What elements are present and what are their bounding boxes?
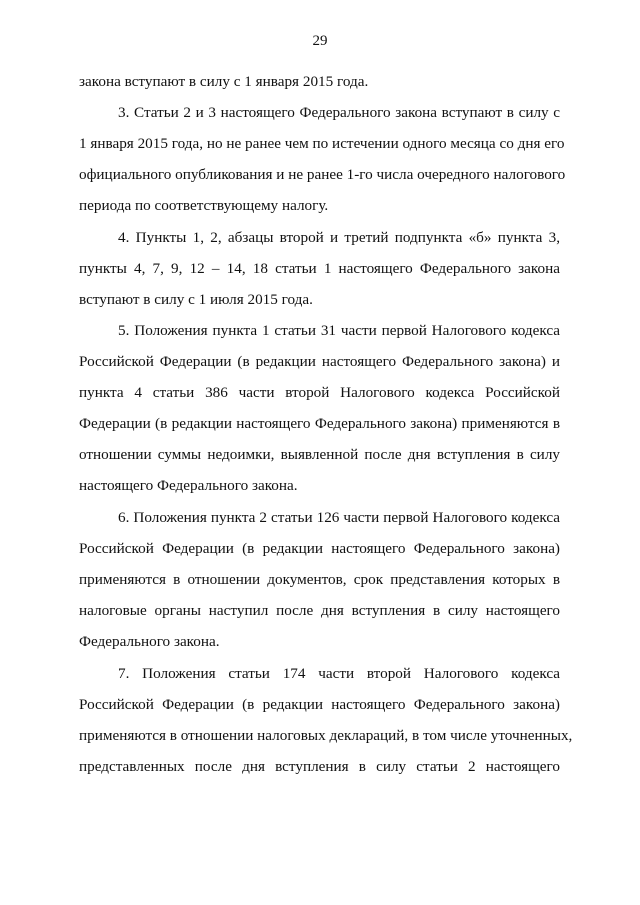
text-line: налоговые органы наступил после дня вступления в силу настоящего <box>79 602 560 619</box>
text-line: 3. Статьи 2 и 3 настоящего Федерального закона вступают в силу с <box>118 104 560 121</box>
text-line: представленных после дня вступления в силу статьи 2 настоящего <box>79 758 560 775</box>
text-line: 5. Положения пункта 1 статьи 31 части первой Налогового кодекса <box>118 322 560 339</box>
text-line: Российской Федерации (в редакции настоящего Федерального закона) и <box>79 353 560 370</box>
page-number: 29 <box>312 33 328 49</box>
text-line: 7. Положения статьи 174 части второй Налогового кодекса <box>118 665 560 682</box>
text-line: 4. Пункты 1, 2, абзацы второй и третий подпункта «б» пункта 3, <box>118 229 560 246</box>
text-line: периода по соответствующему налогу. <box>79 197 329 214</box>
text-line: Федерального закона. <box>79 633 220 650</box>
text-line: 6. Положения пункта 2 статьи 126 части первой Налогового кодекса <box>118 509 560 526</box>
text-line: закона вступают в силу с 1 января 2015 года. <box>79 73 369 90</box>
text-line: вступают в силу с 1 июля 2015 года. <box>79 291 313 308</box>
text-line: настоящего Федерального закона. <box>79 477 298 494</box>
text-line: пункта 4 статьи 386 части второй Налогового кодекса Российской <box>79 384 560 401</box>
text-line: применяются в отношении документов, срок представления которых в <box>79 571 560 588</box>
text-line: пункты 4, 7, 9, 12 – 14, 18 статьи 1 настоящего Федерального закона <box>79 260 560 277</box>
text-line: официального опубликования и не ранее 1-го числа очередного налогового <box>79 166 566 183</box>
text-line: применяются в отношении налоговых деклараций, в том числе уточненных, <box>79 727 573 744</box>
text-line: отношении суммы недоимки, выявленной после дня вступления в силу <box>79 446 560 463</box>
text-line: Российской Федерации (в редакции настоящего Федерального закона) <box>79 540 560 557</box>
text-line: Российской Федерации (в редакции настоящего Федерального закона) <box>79 696 560 713</box>
text-line: Федерации (в редакции настоящего Федерального закона) применяются в <box>79 415 560 432</box>
text-line: 1 января 2015 года, но не ранее чем по истечении одного месяца со дня его <box>79 135 565 152</box>
